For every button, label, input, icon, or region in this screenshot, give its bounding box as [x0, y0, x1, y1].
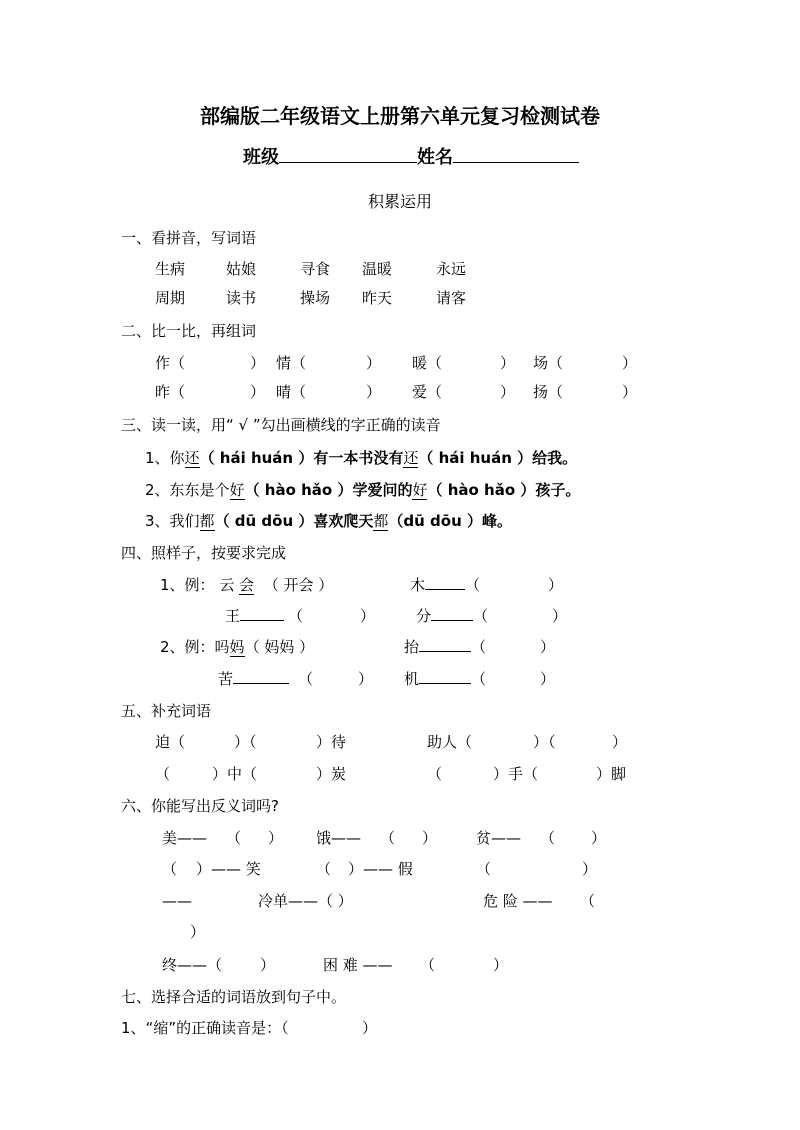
- q4-item: ）: [358, 670, 374, 688]
- q6-item: ）: [260, 956, 276, 974]
- q6-item: （: [162, 860, 178, 878]
- q4-item: ）: [360, 607, 376, 625]
- q6-item: 困 难 ——: [323, 956, 393, 974]
- q5-item: ）手（: [493, 765, 539, 783]
- q6-item: ——: [162, 892, 192, 910]
- q1-word: 周期: [155, 289, 186, 307]
- q3-heading: 三、读一读，用“ √ ”勾出画横线的字正确的读音: [121, 416, 441, 434]
- q2-item: 情（: [276, 354, 307, 372]
- q2-item: 昨（: [155, 383, 186, 401]
- q4-item: 木 （: [410, 576, 481, 594]
- q4-item: 王: [225, 609, 284, 624]
- q6-item: ）: [493, 956, 509, 974]
- q6-item: 美——: [162, 829, 208, 847]
- q4-item: ）: [540, 670, 556, 688]
- q5-item: ）（: [234, 733, 257, 751]
- q5-item: ）中（: [212, 765, 258, 783]
- q4-item: 苦: [218, 672, 289, 687]
- q1-word: 温暖: [362, 260, 393, 278]
- q6-item: 饿——: [316, 829, 362, 847]
- q1-word: 姑娘: [226, 260, 257, 278]
- q6-item: 冷单——（ ）: [258, 892, 353, 910]
- q6-item: ）: [591, 829, 607, 847]
- q5-item: ）（: [533, 733, 556, 751]
- q5-item: ）: [612, 733, 628, 751]
- q2-item: 场（: [533, 354, 564, 372]
- q6-item: （: [316, 860, 332, 878]
- q2-item: 晴（: [276, 383, 307, 401]
- q2-item: ）: [250, 354, 266, 372]
- q6-item: ）: [422, 829, 438, 847]
- q7-heading: 七、选择合适的词语放到句子中。: [121, 988, 347, 1006]
- q1-word: 寻食: [300, 260, 331, 278]
- q5-item: ）脚: [596, 765, 627, 783]
- q4-example-2: 2、例：吗妈（ 妈妈 ）: [160, 638, 315, 656]
- class-name-line: [243, 149, 579, 167]
- q4-item: ）: [552, 607, 568, 625]
- page-title: 部编版二年级语文上册第六单元复习检测试卷: [200, 104, 600, 128]
- q4-example-1: 1、例： 云 会 （ 开会 ）: [160, 576, 334, 594]
- q3-sentence-1: 1、你还（ hái huán ）有一本书没有还（ hái huán ）给我。: [145, 449, 578, 467]
- q4-item: （: [288, 607, 304, 625]
- q2-heading: 二、比一比，再组词: [121, 322, 257, 340]
- q2-item: ）: [366, 354, 382, 372]
- q2-item: 扬（: [533, 383, 564, 401]
- q6-item: ）: [190, 923, 206, 941]
- section-heading: 积累运用: [367, 192, 432, 211]
- q5-heading: 五、补充词语: [121, 702, 212, 720]
- q4-heading: 四、照样子，按要求完成: [121, 544, 287, 562]
- q5-item: ）炭: [316, 765, 347, 783]
- q6-heading: 六、你能写出反义词吗?: [121, 797, 279, 815]
- q4-item: 抬 （: [404, 638, 487, 656]
- q6-item: 危 险 ——: [483, 892, 553, 910]
- q6-item: 贫——: [476, 829, 522, 847]
- q7-item: ）: [362, 1019, 378, 1037]
- q2-item: ）: [500, 383, 516, 401]
- q6-item: 终——（: [162, 956, 223, 974]
- name-label: 姓名: [417, 147, 453, 168]
- q2-item: ）: [622, 383, 638, 401]
- q5-item: （: [155, 765, 171, 783]
- q6-item: ）: [582, 860, 598, 878]
- q5-item: ）待: [316, 733, 347, 751]
- q2-item: ）: [622, 354, 638, 372]
- class-label: 班级: [243, 147, 279, 168]
- q3-sentence-2: 2、东东是个好（ hào hǎo ）学爱问的好（ hào hǎo ）孩子。: [145, 481, 581, 499]
- q4-item: ）: [548, 576, 564, 594]
- q2-item: 爱（: [412, 383, 443, 401]
- q2-item: 暖（: [412, 354, 443, 372]
- q6-item: （: [226, 829, 242, 847]
- q6-item: （: [380, 829, 396, 847]
- q5-item: 助人（: [427, 733, 473, 751]
- class-blank[interactable]: [279, 162, 417, 163]
- q6-item: ）—— 笑: [196, 860, 261, 878]
- q4-item: 机 （: [404, 670, 487, 688]
- q6-item: （: [540, 829, 556, 847]
- q1-word: 请客: [436, 289, 467, 307]
- q6-item: （: [420, 956, 436, 974]
- q1-word: 操场: [300, 289, 331, 307]
- name-blank[interactable]: [453, 162, 579, 163]
- q6-item: ）—— 假: [348, 860, 413, 878]
- q5-item: 迫（: [155, 733, 186, 751]
- q4-item: ）: [540, 638, 556, 656]
- q6-item: （: [580, 892, 596, 910]
- q2-item: ）: [250, 383, 266, 401]
- q6-item: ）: [268, 829, 284, 847]
- q1-heading: 一、看拼音，写词语: [121, 229, 257, 247]
- q4-item: 分 （: [416, 607, 489, 625]
- q6-item: （: [476, 860, 492, 878]
- q3-sentence-3: 3、我们都（ dū dōu ）喜欢爬天都（dū dōu ）峰。: [145, 512, 512, 530]
- q1-word: 生病: [155, 260, 186, 278]
- q2-item: 作（: [155, 354, 186, 372]
- q1-word: 昨天: [362, 289, 393, 307]
- q1-word: 永远: [436, 260, 467, 278]
- q4-item: （: [298, 670, 314, 688]
- q7-sentence-1: 1、“缩”的正确读音是：（: [121, 1019, 289, 1037]
- q1-word: 读书: [226, 289, 257, 307]
- q5-item: （: [427, 765, 443, 783]
- q2-item: ）: [500, 354, 516, 372]
- q2-item: ）: [366, 383, 382, 401]
